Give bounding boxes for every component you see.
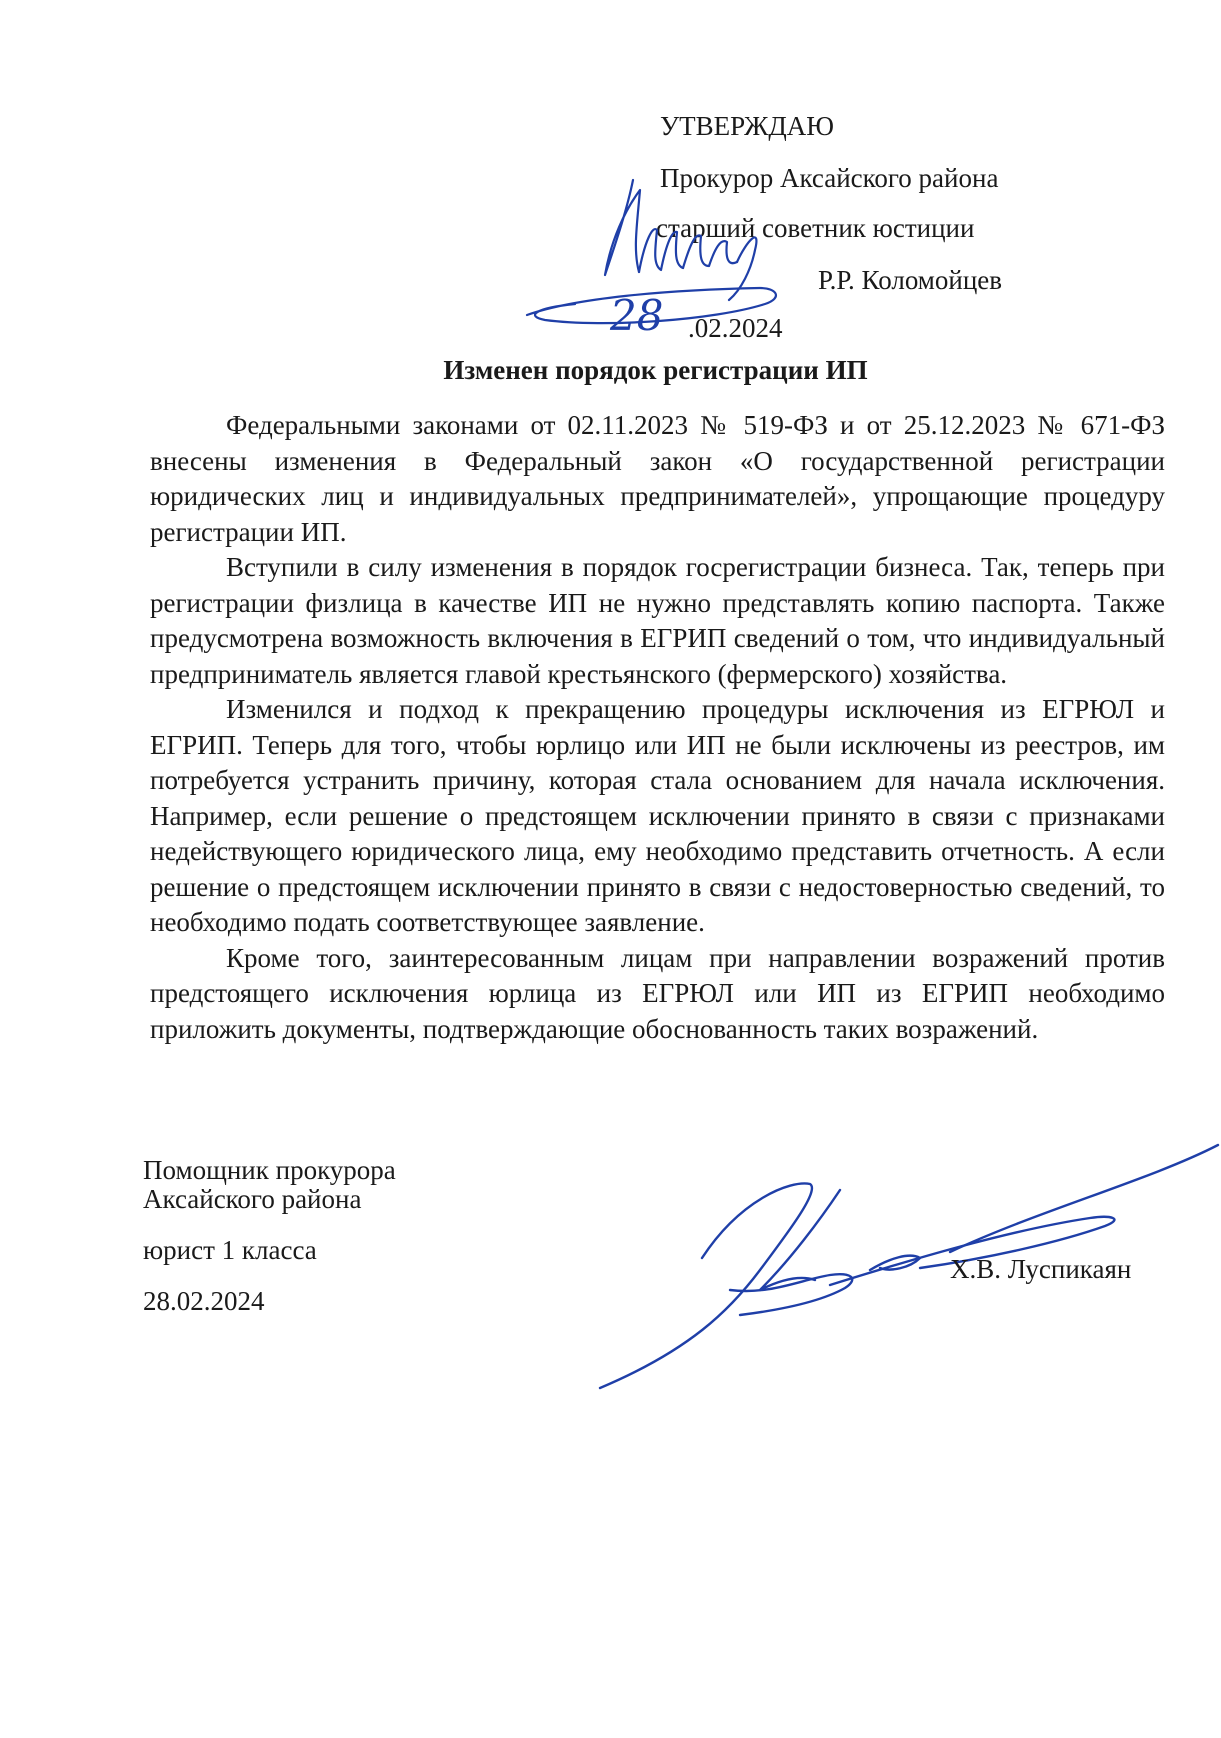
signatory-rank: юрист 1 класса	[143, 1235, 317, 1265]
paragraph: Федеральными законами от 02.11.2023 № 519-ФЗ и от 25.12.2023 № 671-ФЗ внесены изменения в Федеральный закон «О государственной регистрации юридических лиц и индивидуальных предпринимателей», упрощающие процедуру регистрации ИП.	[150, 410, 1165, 547]
paragraph: Кроме того, заинтересованным лицам при направлении возражений против предстоящего исключения юрлица из ЕГРЮЛ или ИП из ЕГРИП необходимо приложить документы, подтверждающие обоснованность таких возражений.	[150, 942, 1165, 1044]
document-title: Изменен порядок регистрации ИП	[443, 355, 868, 385]
signatory-date: 28.02.2024	[143, 1286, 265, 1316]
signatory-position-line1: Помощник прокурора	[143, 1155, 396, 1185]
handwritten-day: 28	[610, 291, 664, 340]
approval-position-line2: старший советник юстиции	[656, 213, 975, 243]
paragraph: Вступили в силу изменения в порядок госрегистрации бизнеса. Так, теперь при регистрации физлица в качестве ИП не нужно представлять копию паспорта. Также предусмотрена возможность включения в ЕГРИП сведений о том, что индивидуальный предприниматель является главой крестьянского (фермерского) хозяйства.	[150, 552, 1165, 689]
approval-position-line1: Прокурор Аксайского района	[660, 163, 999, 193]
approval-date: .02.2024	[688, 313, 783, 343]
document-body	[150, 408, 1165, 1047]
approval-name: Р.Р. Коломойцев	[818, 265, 1003, 295]
signatory-position-line2: Аксайского района	[143, 1184, 362, 1214]
paragraph: Изменился и подход к прекращению процедуры исключения из ЕГРЮЛ и ЕГРИП. Теперь для того, чтобы юрлицо или ИП не были исключены из реестров, им потребуется устранить причину, которая стала основанием для начала исключения. Например, если решение о предстоящем исключении принято в связи с признаками недействующего юридического лица, ему необходимо представить отчетность. А если решение о предстоящем исключении принято в связи с недостоверностью сведений, то необходимо подать соответствующее заявление.	[150, 694, 1165, 937]
approval-title: УТВЕРЖДАЮ	[660, 111, 835, 141]
signatory-name: Х.В. Луспикаян	[950, 1254, 1132, 1284]
